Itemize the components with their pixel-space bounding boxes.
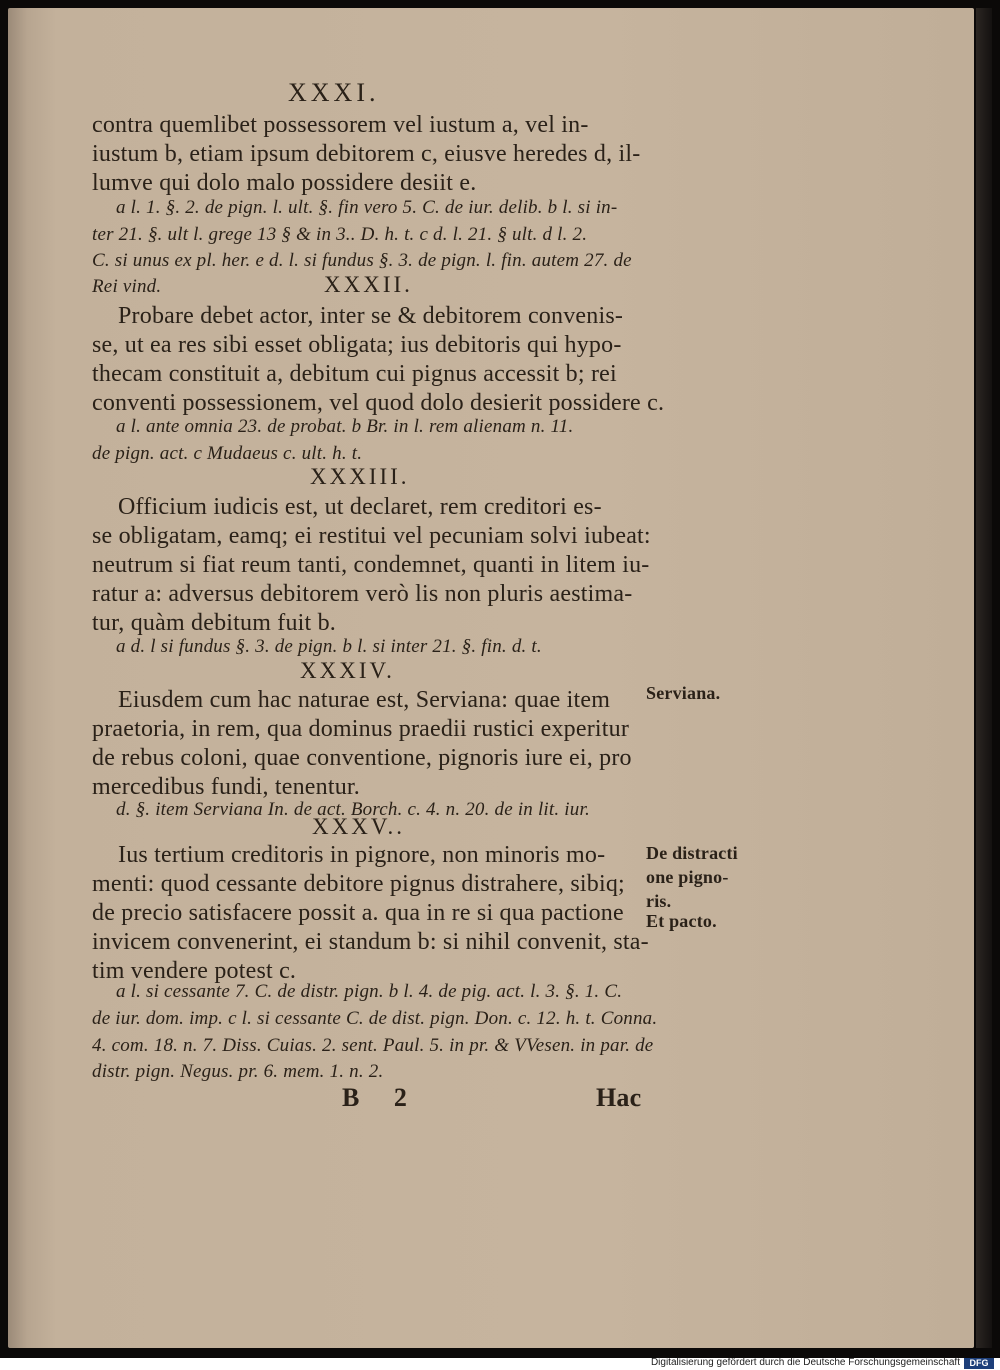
- section-heading: XXXII.: [324, 272, 413, 297]
- footnote-line: C. si unus ex pl. her. e d. l. si fundus §. 3. de pign. l. fin. autem 27. de: [92, 250, 632, 271]
- body-line: tim vendere potest c.: [92, 958, 297, 984]
- body-line: se, ut ea res sibi esset obligata; ius debitoris qui hypo-: [92, 332, 622, 358]
- body-line: de precio satisfacere possit a. qua in re si qua pactione: [92, 900, 624, 926]
- footnote-line: 4. com. 18. n. 7. Diss. Cuias. 2. sent. Paul. 5. in pr. & VVesen. in par. de: [92, 1035, 654, 1056]
- footnote-line: distr. pign. Negus. pr. 6. mem. 1. n. 2.: [92, 1061, 384, 1082]
- body-line: tur, quàm debitum fuit b.: [92, 610, 337, 636]
- section-heading: XXXV..: [312, 814, 405, 839]
- footnote-line: a l. 1. §. 2. de pign. l. ult. §. fin vero 5. C. de iur. delib. b l. si in-: [116, 197, 618, 218]
- footnote-line: a l. ante omnia 23. de probat. b Br. in l. rem alienam n. 11.: [116, 416, 574, 437]
- footnote-line: a l. si cessante 7. C. de distr. pign. b l. 4. de pig. act. l. 3. §. 1. C.: [116, 981, 623, 1002]
- book-gutter: [976, 8, 992, 1348]
- footnote-line: a d. l si fundus §. 3. de pign. b l. si inter 21. §. fin. d. t.: [116, 636, 542, 657]
- body-line: iustum b, etiam ipsum debitorem c, eiusve heredes d, il-: [92, 141, 641, 167]
- signature-mark: B 2: [342, 1083, 421, 1112]
- body-line: menti: quod cessante debitore pignus distrahere, sibiq;: [92, 871, 625, 897]
- funding-credit: Digitalisierung gefördert durch die Deutsche Forschungsgemeinschaft: [650, 1357, 960, 1368]
- body-line: thecam constituit a, debitum cui pignus accessit b; rei: [92, 361, 617, 387]
- dfg-logo: DFG: [964, 1358, 994, 1369]
- body-line: lumve qui dolo malo possidere desiit e.: [92, 170, 477, 196]
- body-line: conventi possessionem, vel quod dolo desierit possidere c.: [92, 390, 665, 416]
- footnote-line: de iur. dom. imp. c l. si cessante C. de dist. pign. Don. c. 12. h. t. Conna.: [92, 1008, 658, 1029]
- body-line: mercedibus fundi, tenentur.: [92, 774, 360, 800]
- body-line: Ius tertium creditoris in pignore, non minoris mo-: [118, 842, 606, 868]
- margin-note: Serviana.: [646, 683, 721, 703]
- margin-note: ris.: [646, 891, 672, 911]
- body-line: Officium iudicis est, ut declaret, rem creditori es-: [118, 494, 602, 520]
- body-line: contra quemlibet possessorem vel iustum a, vel in-: [92, 112, 589, 138]
- footnote-line: Rei vind.: [92, 276, 162, 297]
- body-line: invicem convenerint, ei standum b: si nihil convenit, sta-: [92, 929, 649, 955]
- catchword: Hac: [596, 1083, 642, 1112]
- body-line: de rebus coloni, quae conventione, pignoris iure ei, pro: [92, 745, 632, 771]
- footnote-line: d. §. item Serviana In. de act. Borch. c. 4. n. 20. de in lit. iur.: [116, 799, 590, 820]
- margin-note: Et pacto.: [646, 911, 717, 931]
- margin-note: De distracti: [646, 843, 738, 863]
- section-number-header: XXXI.: [288, 78, 380, 107]
- body-line: se obligatam, eamq; ei restitui vel pecuniam solvi iubeat:: [92, 523, 651, 549]
- footnote-line: de pign. act. c Mudaeus c. ult. h. t.: [92, 443, 363, 464]
- body-line: ratur a: adversus debitorem verò lis non pluris aestima-: [92, 581, 633, 607]
- body-line: praetoria, in rem, qua dominus praedii rustici experitur: [92, 716, 630, 742]
- section-heading: XXXIII.: [310, 464, 410, 489]
- section-heading: XXXIV.: [300, 658, 395, 683]
- margin-note: one pigno-: [646, 867, 729, 887]
- body-line: Eiusdem cum hac naturae est, Serviana: quae item: [118, 687, 611, 713]
- footnote-line: ter 21. §. ult l. grege 13 § & in 3.. D. h. t. c d. l. 21. § ult. d l. 2.: [92, 224, 588, 245]
- digitization-footer: [0, 1358, 1000, 1370]
- body-line: Probare debet actor, inter se & debitorem convenis-: [118, 303, 624, 329]
- body-line: neutrum si fiat reum tanti, condemnet, quanti in litem iu-: [92, 552, 650, 578]
